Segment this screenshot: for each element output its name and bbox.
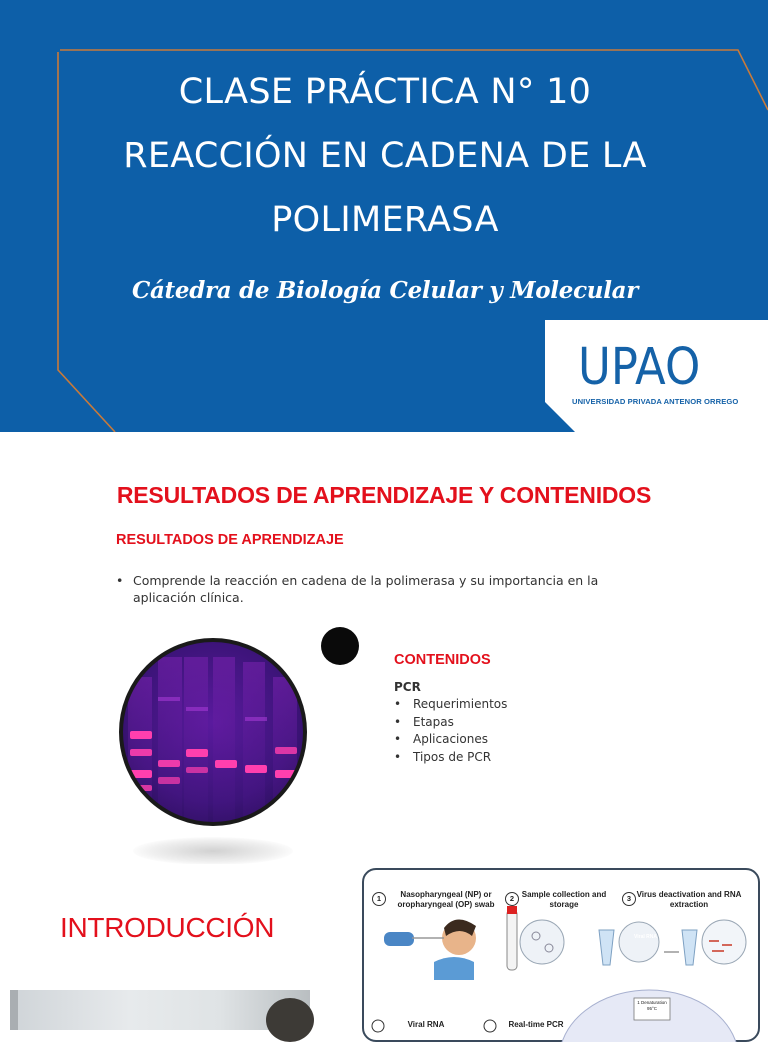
diagram-step-label: Real-time PCR [508, 1020, 564, 1029]
title-slide [0, 0, 768, 432]
viral-rna-label: Viral RNA [634, 934, 657, 940]
outcome-text: Comprende la reacción en cadena de la polimerasa y su importancia en la aplicación clínica. [133, 573, 599, 605]
slide-title-line-1: CLASE PRÁCTICA N° 10 [178, 72, 592, 112]
upao-logo: UPAO [578, 338, 701, 397]
contents-intro: PCR [394, 680, 421, 694]
diagram-step-label: Virus deactivation and RNA extraction [636, 890, 742, 909]
slide-heading: INTRODUCCIÓN [60, 912, 275, 943]
introduction-slide [0, 864, 768, 1029]
diagram-step-label: Viral RNA [407, 1020, 445, 1029]
slide-title-line-2: REACCIÓN EN CADENA DE LA [123, 136, 647, 176]
gel-electrophoresis-image [118, 637, 308, 827]
slide-heading: RESULTADOS DE APRENDIZAJE Y CONTENIDOS [116, 482, 652, 508]
contents-title: CONTENIDOS [394, 652, 491, 668]
upao-logo-subtitle: UNIVERSIDAD PRIVADA ANTENOR ORREGO [572, 397, 739, 406]
slide-subtitle: Cátedra de Biología Celular y Molecular [131, 277, 639, 304]
step-number: 1 [372, 892, 386, 906]
list-item: • Aplicaciones [394, 732, 488, 746]
contents-list [394, 696, 507, 766]
list-item: • Etapas [394, 714, 454, 729]
photo-placeholder [10, 990, 310, 1030]
step-number: 2 [505, 892, 519, 906]
list-item: • Tipos de PCR [394, 749, 492, 764]
slide-title-line-3: POLIMERASA [271, 200, 499, 240]
pcr-testing-diagram [362, 868, 760, 1042]
bullet-marker: • [116, 573, 124, 588]
diagram-step-label: Sample collection and storage [521, 890, 607, 909]
section-subheading: RESULTADOS DE APRENDIZAJE [116, 532, 344, 548]
decorative-black-circle [321, 627, 359, 665]
list-item: • Requerimientos [394, 697, 508, 711]
outcome-bullet [116, 572, 646, 606]
denaturation-label: 1 Denaturation 95°C [637, 1000, 667, 1011]
diagram-illustrations [364, 870, 758, 1040]
learning-outcomes-slide [0, 432, 768, 864]
image-shadow [133, 837, 293, 865]
step-number: 3 [622, 892, 636, 906]
diagram-step-label: Nasopharyngeal (NP) or oropharyngeal (OP) swab [397, 890, 495, 909]
